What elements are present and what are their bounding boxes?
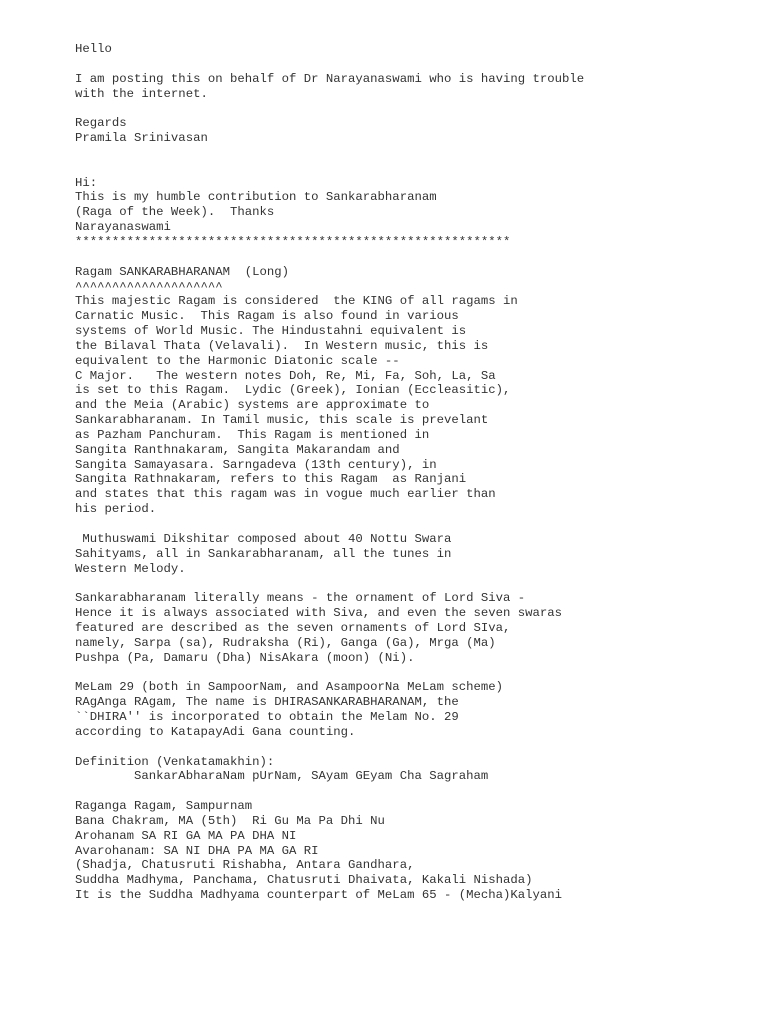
text-line: Narayanaswami: [75, 220, 171, 235]
text-line: [75, 250, 755, 265]
text-line: Raganga Ragam, Sampurnam: [75, 799, 253, 814]
text-line: ``DHIRA'' is incorporated to obtain the Melam No. 29: [75, 709, 459, 724]
text-line: Arohanam SA RI GA MA PA DHA NI: [75, 828, 297, 843]
text-line: Hi:: [75, 175, 98, 190]
text-line: and states that this ragam was in vogue much earlier than: [75, 487, 496, 502]
text-line: MeLam 29 (both in SampoorNam, and AsampoorNa MeLam scheme): [75, 680, 504, 695]
text-line: [75, 57, 755, 72]
text-line: [75, 146, 755, 161]
text-line: (Raga of the Week). Thanks: [75, 205, 275, 220]
text-line: C Major. The western notes Doh, Re, Mi, Fa, Soh, La, Sa: [75, 368, 496, 383]
text-line: RAgAnga RAgam, The name is DHIRASANKARABHARANAM, the: [75, 695, 459, 710]
text-line: his period.: [75, 502, 157, 517]
text-line: It is the Suddha Madhyama counterpart of MeLam 65 - (Mecha)Kalyani: [75, 888, 563, 903]
text-line: [75, 101, 755, 116]
text-line: [75, 161, 755, 176]
text-line: systems of World Music. The Hindustahni equivalent is: [75, 324, 467, 339]
text-line: namely, Sarpa (sa), Rudraksha (Ri), Ganga (Ga), Mrga (Ma): [75, 635, 496, 650]
text-line: Hello: [75, 42, 112, 56]
text-line: [75, 740, 755, 755]
text-line: Carnatic Music. This Ragam is also found in various: [75, 309, 459, 324]
document-page: [75, 42, 755, 903]
text-line: Hence it is always associated with Siva, and even the seven swaras: [75, 606, 563, 621]
title-underline: ^^^^^^^^^^^^^^^^^^^^: [75, 279, 223, 294]
text-line: Regards: [75, 116, 127, 131]
text-line: Pramila Srinivasan: [75, 131, 208, 146]
text-line: Avarohanam: SA NI DHA PA MA GA RI: [75, 843, 319, 858]
separator-line: ***********************************************************: [75, 234, 511, 249]
text-line: SankarAbharaNam pUrNam, SAyam GEyam Cha Sagraham: [75, 769, 489, 784]
text-line: I am posting this on behalf of Dr Narayanaswami who is having trouble: [75, 71, 585, 86]
text-line: and the Meia (Arabic) systems are approximate to: [75, 398, 430, 413]
text-line: as Pazham Panchuram. This Ragam is mentioned in: [75, 427, 430, 442]
text-line: (Shadja, Chatusruti Rishabha, Antara Gandhara,: [75, 858, 415, 873]
text-line: Sangita Ranthnakaram, Sangita Makarandam and: [75, 442, 400, 457]
text-line: Bana Chakram, MA (5th) Ri Gu Ma Pa Dhi Nu: [75, 813, 385, 828]
text-line: Sankarabharanam literally means - the ornament of Lord Siva -: [75, 591, 526, 606]
text-line: Suddha Madhyma, Panchama, Chatusruti Dhaivata, Kakali Nishada): [75, 873, 533, 888]
text-line: according to KatapayAdi Gana counting.: [75, 724, 356, 739]
text-line: Sahityams, all in Sankarabharanam, all the tunes in: [75, 546, 452, 561]
text-line: featured are described as the seven ornaments of Lord SIva,: [75, 620, 511, 635]
text-line: is set to this Ragam. Lydic (Greek), Ionian (Eccleasitic),: [75, 383, 511, 398]
text-line: Definition (Venkatamakhin):: [75, 754, 275, 769]
text-line: the Bilaval Thata (Velavali). In Western music, this is: [75, 338, 489, 353]
text-line: Sangita Samayasara. Sarngadeva (13th century), in: [75, 457, 437, 472]
text-line: equivalent to the Harmonic Diatonic scale --: [75, 353, 400, 368]
text-line: This majestic Ragam is considered the KING of all ragams in: [75, 294, 518, 309]
text-line: [75, 784, 755, 799]
text-line: Muthuswami Dikshitar composed about 40 Nottu Swara: [75, 531, 452, 546]
text-line: Sangita Rathnakaram, refers to this Ragam as Ranjani: [75, 472, 467, 487]
text-line: [75, 517, 755, 532]
text-line: Western Melody.: [75, 561, 186, 576]
text-line: Pushpa (Pa, Damaru (Dha) NisAkara (moon) (Ni).: [75, 650, 415, 665]
text-line: [75, 576, 755, 591]
text-line: This is my humble contribution to Sankarabharanam: [75, 190, 437, 205]
text-line: Sankarabharanam. In Tamil music, this scale is prevelant: [75, 413, 489, 428]
section-title: Ragam SANKARABHARANAM (Long): [75, 264, 290, 279]
text-line: [75, 665, 755, 680]
text-line: with the internet.: [75, 86, 208, 101]
